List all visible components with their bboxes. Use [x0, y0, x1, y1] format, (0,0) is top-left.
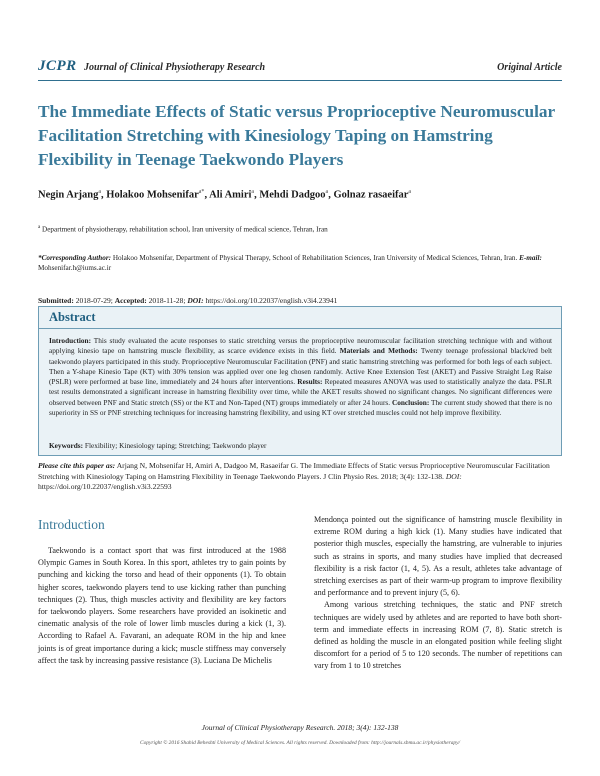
author-sup: a [325, 189, 329, 195]
affiliation-sup: a [38, 225, 41, 230]
footer-journal: Journal of Clinical Physiotherapy Research. 2018; 3(4): 132-138 [201, 723, 399, 732]
abstract-divider [39, 328, 561, 329]
citation-text: Arjang N, Mohsenifar H, Amiri A, Dadgoo M, Rasaeifar G. The Immediate Effects of Static versus Proprioceptive Neuromuscular Facilitation Stretching with Kinesiology Taping on Hamstring Flexibility in Teenage Taekwondo Players. J Clin Physio Res. 2018; 3(4): 132-138. [38, 461, 550, 481]
journal-header [38, 58, 562, 81]
abstract-text [49, 336, 552, 418]
corresponding-author [38, 253, 562, 273]
author-sup: a [98, 189, 102, 195]
author-name: Mehdi Dadgoo [259, 189, 326, 201]
affiliation [38, 225, 562, 233]
citation-doi-label: DOI: [445, 471, 462, 481]
keywords [49, 441, 552, 450]
abstract-intro: This study evaluated the acute responses to static stretching versus the proprioceptive neuromuscular facilitation stretching technique with and without applying kinesio tape on hamstring muscle flexibility, as scarce evidence exists in this field. [49, 336, 552, 356]
submission-dates: Submitted: 2018-07-29; Accepted: 2018-11-28; DOI: https://doi.org/10.22037/english.v3i4.23941 [38, 296, 338, 305]
abstract-methods: Twenty teenage professional black/red belt taekwondo players participated in this study. Proprioceptive Neuromuscular Facilitation (PNF) and static hamstring stretching was performed for both legs of each subject. Then a Y-shape Kinesio Tape (KT) with 30% tension was applied over one leg chosen randomly. Active Knee Extension Test (AKET) and Passive Straight Leg Raise (PSLR) were performed at base line, immediately and 24 hours after interventions. [49, 346, 552, 387]
author-list: Negin Arjang$^a$, Holakoo Mohsenifar$^{a*}$, Ali Amiri$^a$, Mehdi Dadgoo$^a$, Golnaz rasaeifar$^a$ [38, 189, 412, 201]
abstract-methods-label: Materials and Methods: [339, 346, 418, 356]
email-link[interactable]: Mohsenifar.h@iums.ac.ir [38, 264, 112, 272]
paragraph: Mendonça pointed out the significance of hamstring muscle flexibility in extreme ROM during a high kick (1). Many studies have indicated that posterior thigh muscles, especially the hamstring, are vulnerable to injuries such as strains in sports, and many studies have implied that decreased flexibility is a risk factor (1, 4, 5). As a result, athletes take advantage of stretching exercises as part of their warm-up program to improve flexibility and performance and to prevent injury (5, 6). [314, 515, 562, 598]
footer-copyright: Copyright © 2016 Shahid Beheshti University of Medical Sciences. All rights reserved. Downloaded from: http://journals.sbmu.ac.ir/physiotherapy/ [140, 740, 460, 746]
submitted-date: 2018-07-29 [75, 296, 111, 305]
author-name: Ali Amiri [209, 189, 252, 201]
keywords-label: Keywords: [49, 441, 84, 450]
accepted-label: Accepted: [114, 296, 147, 305]
affiliation-text: Department of physiotherapy, rehabilitation school, Iran university of medical science, Tehran, Iran [42, 225, 328, 234]
author-name: Golnaz rasaeifar [333, 189, 409, 201]
abstract-results: Repeated measures ANOVA was used to statistically analyze the data. PSLR test results demonstrated a significant increase in hamstring flexibility over time, while the AKET results showed no significant changes. No significant differences were observed between PNF and Static stretch (SS) or the KT and Non-Taped (NT) groups immediately or after 24 hours. [49, 377, 552, 407]
doi-label: DOI: [187, 296, 204, 305]
abstract-intro-label: Introduction: [49, 336, 92, 345]
body-column-right [314, 514, 562, 673]
citation [38, 461, 562, 493]
citation-doi-link[interactable]: https://doi.org/10.22037/english.v3i3.22593 [38, 482, 172, 492]
accepted-date: 2018-11-28 [148, 296, 184, 305]
journal-name: Journal of Clinical Physiotherapy Research [84, 62, 266, 73]
doi-link[interactable]: https://doi.org/10.22037/english.v3i4.23941 [205, 296, 338, 305]
corresponding-label: *Corresponding Author: [38, 254, 112, 262]
introduction-heading: Introduction [38, 517, 105, 532]
abstract-heading: Abstract [49, 310, 96, 324]
paragraph: Among various stretching techniques, the static and PNF stretch techniques are widely used by athletes and are reported to have both short-term and immediate effects in increasing ROM (7, 8). Static stretch is defined as holding the muscle in an elongated position while feeling slight discomfort for a period of 5 to 120 seconds. The number of repetitions can vary from 1 to 10 stretches [314, 600, 562, 671]
submitted-label: Submitted: [38, 296, 74, 305]
abstract-box [38, 306, 562, 456]
article-title: The Immediate Effects of Static versus Proprioceptive Neuromuscular Facilitation Stretching with Kinesiology Taping on Hamstring Flexibility in Teenage Taekwondo Players [38, 102, 555, 169]
author-sup: a [408, 189, 412, 195]
abstract-conclusion-label: Conclusion: [391, 397, 430, 407]
paragraph: Taekwondo is a contact sport that was first introduced at the 1988 Olympic Games in South Korea. In this sport, athletes try to gain points by punching and kicking the torso and head of their opponents (1). To obtain higher scores, taekwondo players tend to use kicking rather than punching techniques (2). Thus, thigh muscles activity and flexibility are key factors for taekwondo players. Some researchers have provided an isokinetic and cinematic analysis of the role of lower limb muscles during a kick (1, 3). According to Rafael A. Favarani, an adequate ROM in the hip and knee joints is of great importance during a kick; muscle stiffness may conversely affect the task by increasing passive resistance (3). Luciana De Michelis [38, 546, 286, 665]
citation-label: Please cite this paper as: [38, 461, 116, 470]
body-column-left [38, 545, 286, 667]
email-label: E-mail: [519, 254, 542, 262]
author-name: Negin Arjang [38, 189, 99, 201]
abstract-results-label: Results: [297, 377, 323, 387]
journal-logo: JCPR [38, 58, 77, 74]
author-name: Holakoo Mohsenifar [106, 189, 199, 201]
corresponding-text: Holakoo Mohsenifar, Department of Physical Therapy, School of Rehabilitation Sciences, Iran University of Medical Sciences, Tehran, Iran. [112, 254, 518, 262]
author-sup: a* [198, 189, 205, 195]
abstract-conclusion: The current study showed that there is no superiority in SS or PNF stretching techniques for increasing hamstring flexibility, and using KT over stretched muscles could not help improve flexibility. [49, 397, 553, 418]
keywords-text: Flexibility; Kinesiology taping; Stretching; Taekwondo player [84, 441, 267, 450]
article-type: Original Article [497, 62, 562, 73]
author-sup: a [251, 189, 255, 195]
